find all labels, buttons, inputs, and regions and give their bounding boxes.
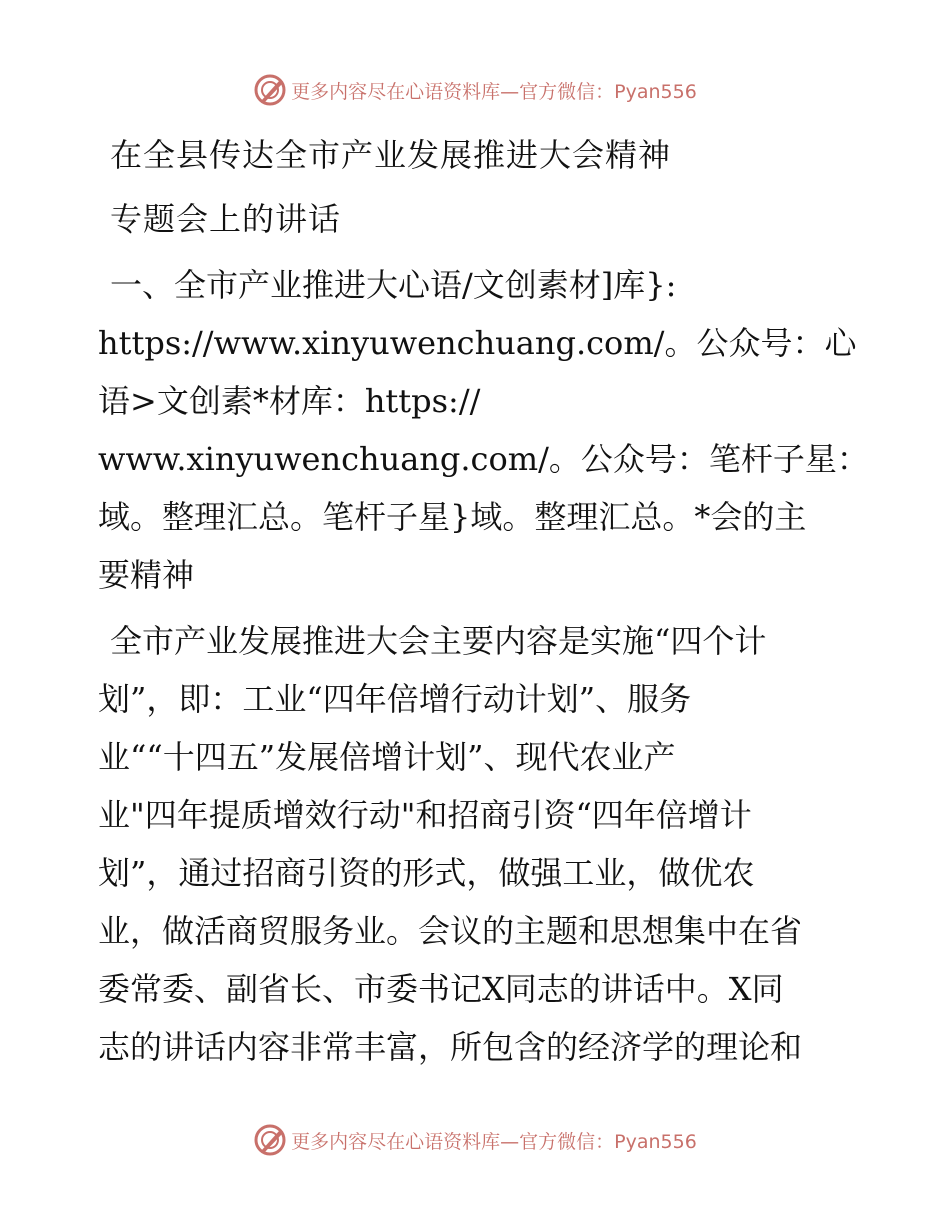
paragraph-line: 业，做活商贸服务业。会议的主题和思想集中在省: [98, 912, 803, 950]
body-paragraph: [98, 612, 858, 1076]
header-watermark-text: 更多内容尽在心语资料库—官方微信：Pyan556: [291, 80, 697, 103]
document-title-line-2: 专题会上的讲话: [110, 200, 342, 238]
section-heading: [98, 256, 869, 604]
section-line: www.xinyuwenchuang.com/。公众号：笔杆子星：: [98, 440, 869, 478]
paragraph-line: 划”，即：工业“四年倍增行动计划”、服务: [98, 680, 692, 718]
header-watermark-banner: [0, 68, 950, 112]
document-body: [98, 118, 869, 1076]
paragraph-line: 业““十四五”发展倍增计划”、现代农业产: [98, 738, 676, 776]
section-line: 一、全市产业推进大心语/文创素材]库}:: [110, 266, 677, 304]
footer-watermark-text: 更多内容尽在心语资料库—官方微信：Pyan556: [291, 1130, 697, 1153]
pen-logo-icon: [253, 1123, 287, 1157]
document-title-line-1: 在全县传达全市产业发展推进大会精神: [110, 136, 672, 174]
paragraph-line: 志的讲话内容非常丰富，所包含的经济学的理论和: [98, 1028, 803, 1066]
section-line: 域。整理汇总。笔杆子星}域。整理汇总。*会的主: [98, 498, 807, 536]
footer-watermark-banner: [0, 1118, 950, 1162]
paragraph-line: 划”，通过招商引资的形式，做强工业，做优农: [98, 854, 755, 892]
paragraph-line: 委常委、副省长、市委书记X同志的讲话中。X同: [98, 970, 784, 1008]
paragraph-line: 业"四年提质增效行动"和招商引资“四年倍增计: [98, 796, 752, 834]
section-line: https://www.xinyuwenchuang.com/。公众号：心: [98, 324, 857, 362]
paragraph-line: 全市产业发展推进大会主要内容是实施“四个计: [110, 622, 767, 660]
section-line: 语>文创素*材库：https://: [98, 382, 481, 420]
section-line: 要精神: [98, 556, 195, 594]
pen-logo-icon: [253, 73, 287, 107]
